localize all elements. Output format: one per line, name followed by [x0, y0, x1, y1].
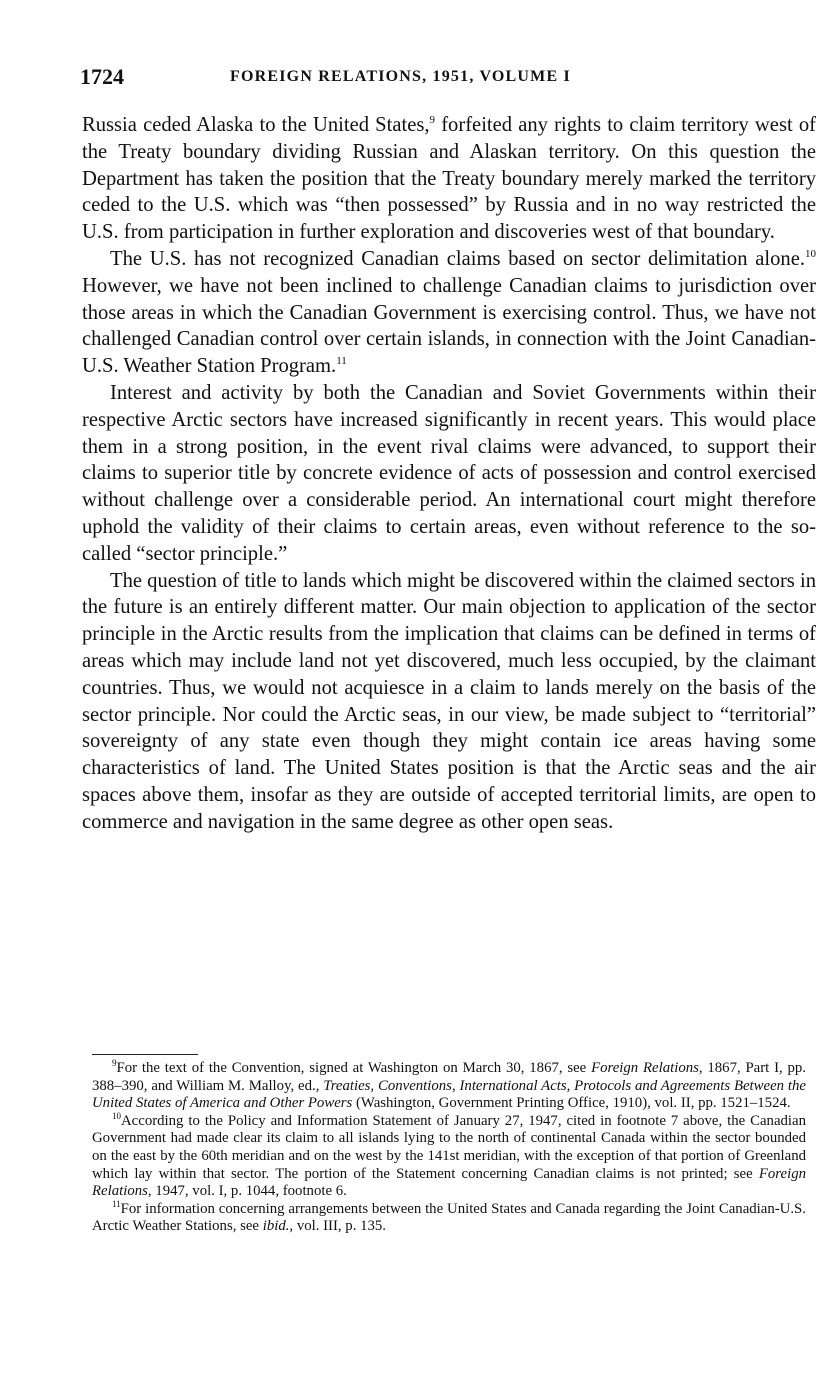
footnote-ref-9: 9	[429, 114, 436, 127]
running-head: FOREIGN RELATIONS, 1951, VOLUME I	[230, 68, 571, 85]
footnote-divider	[92, 1054, 198, 1055]
footnote-10: $^{10}$According to the Policy and Information Statement of January 27, 1947, cited in footnote 7 above, the Canadian Government had made clear its claim to all islands lying to the north of continental Canada within the sector bounded on the east by the 60th meridian and on the west by the 141st meridian, with the exception of that portion of Greenland which lay within that sector. The portion of the Statement concerning Canadian claims is not printed; see Foreign Relations, 1947, vol. I, p. 1044, footnote 6.	[92, 1110, 806, 1200]
paragraph-3: Interest and activity by both the Canadian and Soviet Governments within their respective Arctic sectors have increased significantly in recent years. This would place them in a strong position, in the event rival claims were advanced, to support their claims to superior title by concrete evidence of acts of possession and control exercised without challenge over a considerable period. An international court might therefore uphold the validity of their claims to certain areas, even without reference to the so-called “sector principle.”	[82, 381, 816, 565]
footnote-ref-10: 10	[805, 248, 816, 261]
body-text	[82, 112, 816, 836]
page-header	[80, 64, 816, 94]
paragraph-4: The question of title to lands which might be discovered within the claimed sectors in the future is an entirely different matter. Our main objection to application of the sector principle in the Arctic results from the implication that claims can be defined in terms of areas which may include land not yet discovered, much less occupied, by the claimant countries. Thus, we would not acquiesce in a claim to lands merely on the basis of the sector principle. Nor could the Arctic seas, in our view, be made subject to “territorial” sovereignty of any state even though they might contain ice areas having some characteristics of land. The United States position is that the Arctic seas and the air spaces above them, insofar as they are outside of accepted territorial limits, are open to commerce and navigation in the same degree as other open seas.	[82, 569, 816, 833]
footnote-ref-11: 11	[336, 355, 347, 368]
paragraph-1: Russia ceded Alaska to the United States,$^9$ forfeited any rights to claim territory west of the Treaty boundary dividing Russian and Alaskan territory. On this question the Department has taken the position that the Treaty boundary merely marked the territory ceded to the U.S. which was “then possessed” by Russia and in no way restricted the U.S. from participation in further exploration and discoveries west of that boundary.	[82, 114, 816, 244]
page-number: 1724	[80, 64, 124, 89]
footnote-9: $^9$For the text of the Convention, signed at Washington on March 30, 1867, see Foreign Relations, 1867, Part I, pp. 388–390, and William M. Malloy, ed., Treaties, Conventions, International Acts, Protocols and Agreements Between the United States of America and Other Powers (Washington, Government Printing Office, 1910), vol. II, pp. 1521–1524.	[92, 1058, 807, 1112]
footnote-11: $^{11}$For information concerning arrangements between the United States and Canada regarding the Joint Canadian-U.S. Arctic Weather Stations, see ibid., vol. III, p. 135.	[92, 1198, 806, 1235]
paragraph-2: The U.S. has not recognized Canadian claims based on sector delimitation alone.$^{10}$ However, we have not been inclined to challenge Canadian claims to jurisdiction over those areas in which the Canadian Government is exercising control. Thus, we have not challenged Canadian control over certain islands, in connection with the Joint Canadian-U.S. Weather Station Program.$^{11}$	[82, 247, 816, 378]
footnotes	[92, 1060, 806, 1236]
